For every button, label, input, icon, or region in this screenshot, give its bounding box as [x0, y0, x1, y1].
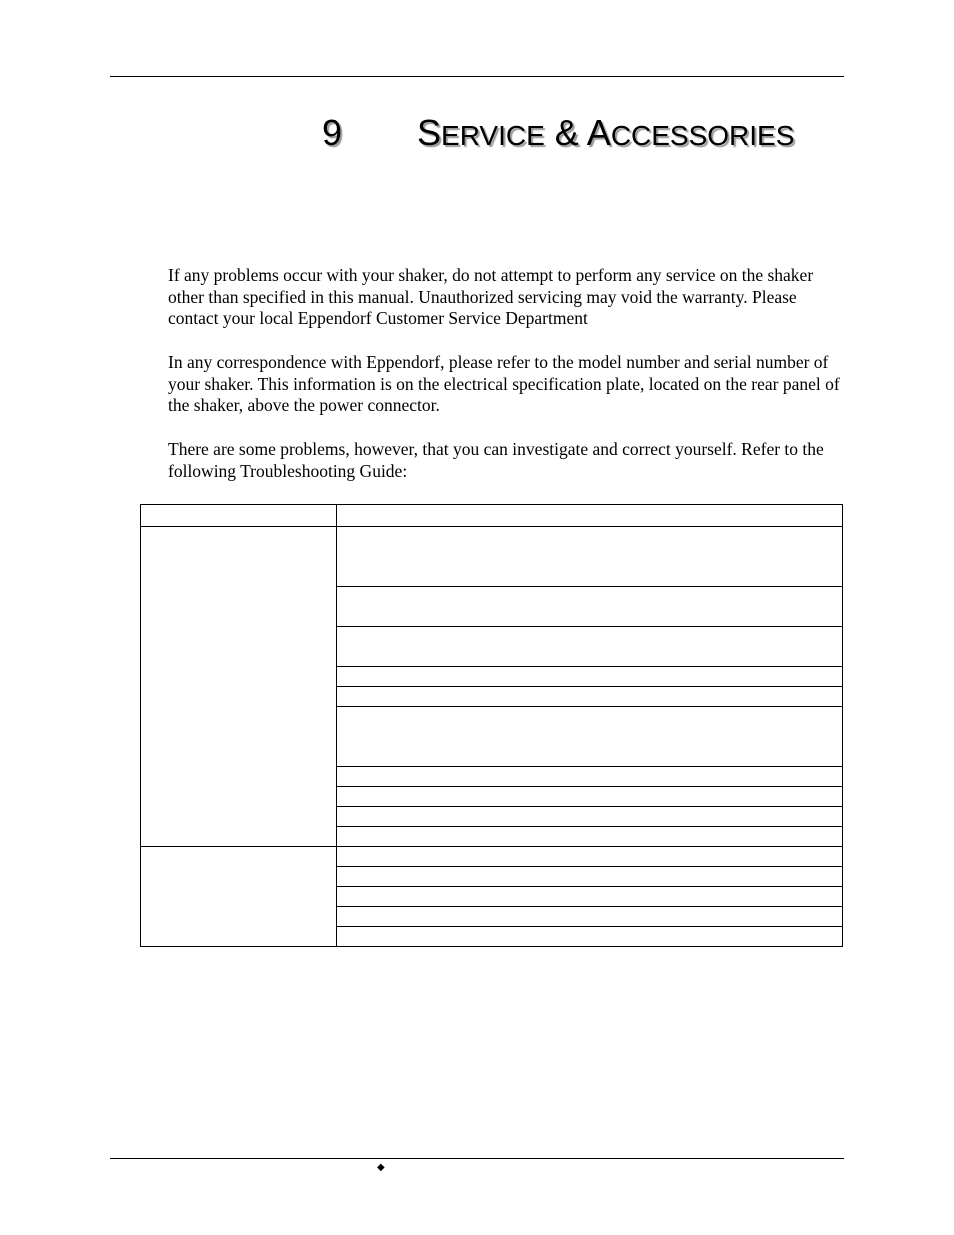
solution-cell — [337, 687, 843, 707]
problem-cell — [141, 527, 337, 847]
solution-cell — [337, 527, 843, 587]
chapter-title-part: & — [544, 112, 587, 153]
solution-cell — [337, 707, 843, 767]
footer-diamond-icon: ◆ — [377, 1162, 385, 1173]
solution-cell — [337, 787, 843, 807]
troubleshooting-table — [140, 504, 843, 947]
solution-cell — [337, 627, 843, 667]
problem-cell — [141, 847, 337, 947]
solution-cell — [337, 907, 843, 927]
solution-cell — [337, 847, 843, 867]
chapter-title-part: CCESSORIES — [610, 120, 795, 151]
table-header-cell — [337, 505, 843, 527]
intro-paragraph: If any problems occur with your shaker, do not attempt to perform any service on the shaker other than specified in this manual. Unauthorized servicing may void the warranty. Please contact your local Eppendorf Customer Service Department — [168, 265, 814, 329]
solution-cell — [337, 667, 843, 687]
troubleshooting-paragraph: There are some problems, however, that you can investigate and correct yourself. Refer to the following Troubleshooting Guide: — [168, 439, 824, 481]
solution-cell — [337, 887, 843, 907]
solution-cell — [337, 927, 843, 947]
chapter-title-part: A — [586, 112, 611, 153]
chapter-number: 9 — [322, 112, 343, 153]
table-row — [141, 527, 843, 587]
solution-cell — [337, 827, 843, 847]
table-header-cell — [141, 505, 337, 527]
table-header-row — [141, 505, 843, 527]
solution-cell — [337, 867, 843, 887]
chapter-title-part: ERVICE — [441, 120, 545, 151]
chapter-title-part: S — [417, 112, 442, 153]
solution-cell — [337, 587, 843, 627]
chapter-title — [417, 112, 794, 154]
solution-cell — [337, 807, 843, 827]
table-row — [141, 847, 843, 867]
header-rule — [110, 76, 844, 77]
footer-rule — [110, 1158, 844, 1159]
correspondence-paragraph: In any correspondence with Eppendorf, please refer to the model number and serial number of your shaker. This information is on the electrical specification plate, located on the rear panel of the shaker, above the power connector. — [168, 352, 840, 416]
chapter-heading — [110, 112, 841, 172]
solution-cell — [337, 767, 843, 787]
